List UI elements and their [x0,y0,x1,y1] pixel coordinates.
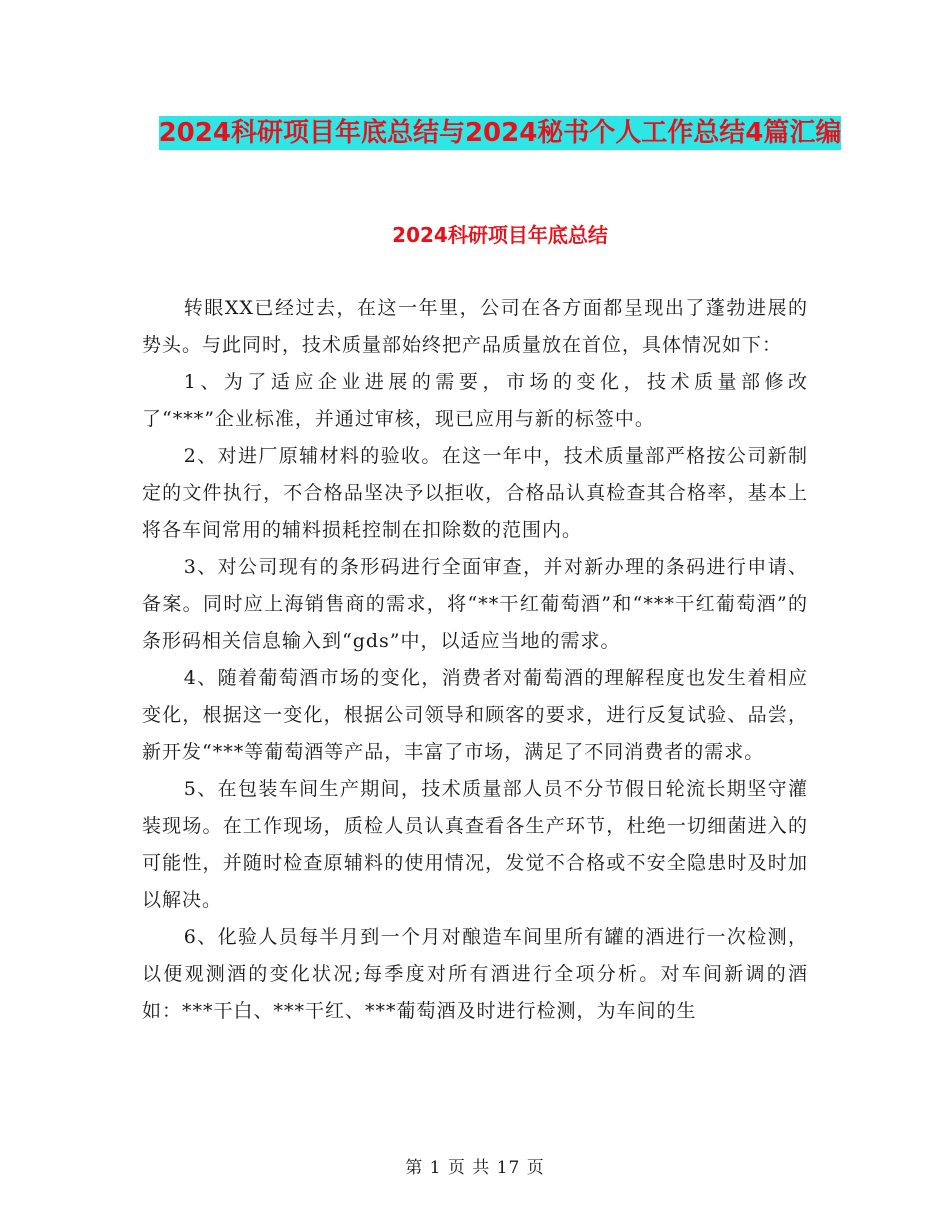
paragraph: 2、对进厂原辅材料的验收。在这一年中，技术质量部严格按公司新制定的文件执行，不合格品坚决予以拒收，合格品认真检查其合格率，基本上将各车间常用的辅料损耗控制在扣除数的范围内。 [142,445,808,541]
paragraph: 6、化验人员每半月到一个月对酿造车间里所有罐的酒进行一次检测，以便观测酒的变化状况;每季度对所有酒进行全项分析。对车间新调的酒如：***干白、***干红、***葡萄酒及时进行检测，为车间的生 [142,926,808,1022]
document-title [140,108,860,158]
paragraph: 4、随着葡萄酒市场的变化，消费者对葡萄酒的理解程度也发生着相应变化，根据这一变化，根据公司领导和顾客的要求，进行反复试验、品尝，新开发“***等葡萄酒等产品，丰富了市场，满足了不同消费者的需求。 [142,667,808,763]
document-title-text: 2024科研项目年底总结与2024秘书个人工作总结4篇汇编 [158,118,842,148]
paragraph: 转眼XX已经过去，在这一年里，公司在各方面都呈现出了蓬勃进展的势头。与此同时，技术质量部始终把产品质量放在首位，具体情况如下： [142,297,808,356]
paragraph: 5、在包装车间生产期间，技术质量部人员不分节假日轮流长期坚守灌装现场。在工作现场，质检人员认真查看各生产环节，杜绝一切细菌进入的可能性，并随时检查原辅料的使用情况，发觉不合格或不安全隐患时及时加以解决。 [142,778,808,911]
page-footer: 第 1 页 共 17 页 [405,1158,545,1178]
section-title: 2024科研项目年底总结 [392,223,608,247]
paragraph: 3、对公司现有的条形码进行全面审查，并对新办理的条码进行申请、备案。同时应上海销售商的需求，将“**干红葡萄酒”和“***干红葡萄酒”的条形码相关信息输入到“gds”中，以适应当地的需求。 [142,556,808,652]
paragraph: 1、为了适应企业进展的需要，市场的变化，技术质量部修改了“***”企业标准，并通过审核，现已应用与新的标签中。 [142,371,808,430]
body-text [142,290,808,1030]
